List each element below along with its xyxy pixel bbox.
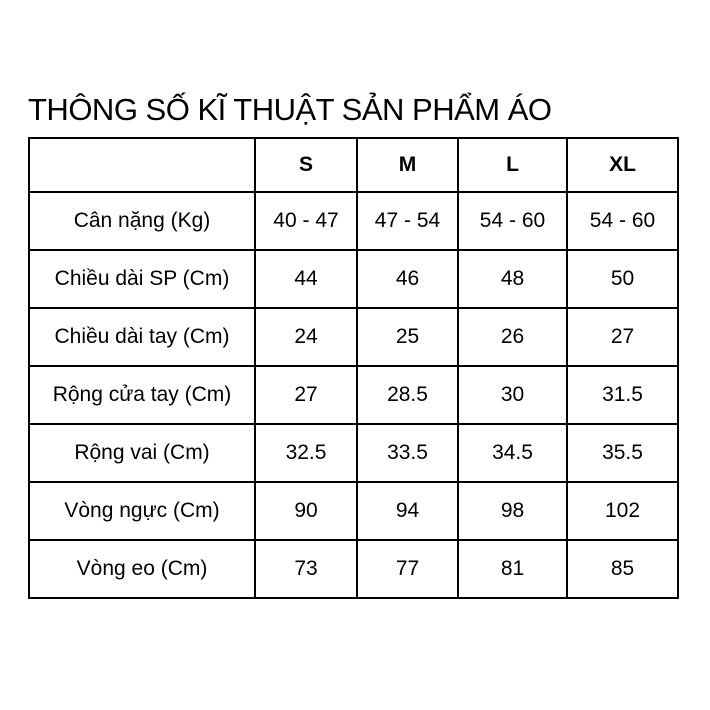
table-row <box>29 424 678 482</box>
table-cell: 28.5 <box>357 366 458 424</box>
table-row <box>29 366 678 424</box>
table-cell: 77 <box>357 540 458 598</box>
row-label: Cân nặng (Kg) <box>29 192 255 250</box>
row-label: Rộng cửa tay (Cm) <box>29 366 255 424</box>
table-cell: 25 <box>357 308 458 366</box>
table-row <box>29 192 678 250</box>
table-cell: 85 <box>567 540 678 598</box>
page-title: THÔNG SỐ KĨ THUẬT SẢN PHẨM ÁO <box>28 92 552 127</box>
table-cell: 26 <box>458 308 567 366</box>
table-row <box>29 482 678 540</box>
row-label: Rộng vai (Cm) <box>29 424 255 482</box>
table-header-row <box>29 138 678 192</box>
table-cell: 47 - 54 <box>357 192 458 250</box>
row-label: Vòng eo (Cm) <box>29 540 255 598</box>
table-row <box>29 250 678 308</box>
header-size-s: S <box>255 138 357 192</box>
table-cell: 35.5 <box>567 424 678 482</box>
table-cell: 98 <box>458 482 567 540</box>
table-cell: 54 - 60 <box>458 192 567 250</box>
table-cell: 30 <box>458 366 567 424</box>
table-row <box>29 308 678 366</box>
table-cell: 94 <box>357 482 458 540</box>
row-label: Vòng ngực (Cm) <box>29 482 255 540</box>
table-cell: 27 <box>567 308 678 366</box>
table-cell: 90 <box>255 482 357 540</box>
header-corner-cell <box>29 138 255 192</box>
header-size-xl: XL <box>567 138 678 192</box>
table-cell: 44 <box>255 250 357 308</box>
table-cell: 24 <box>255 308 357 366</box>
row-label: Chiều dài tay (Cm) <box>29 308 255 366</box>
table-cell: 31.5 <box>567 366 678 424</box>
header-size-l: L <box>458 138 567 192</box>
table-cell: 32.5 <box>255 424 357 482</box>
table-cell: 81 <box>458 540 567 598</box>
table-cell: 46 <box>357 250 458 308</box>
table-cell: 54 - 60 <box>567 192 678 250</box>
table-cell: 33.5 <box>357 424 458 482</box>
size-spec-table <box>28 137 679 599</box>
table-cell: 50 <box>567 250 678 308</box>
table-cell: 48 <box>458 250 567 308</box>
table-cell: 102 <box>567 482 678 540</box>
row-label: Chiều dài SP (Cm) <box>29 250 255 308</box>
table-cell: 73 <box>255 540 357 598</box>
header-size-m: M <box>357 138 458 192</box>
table-row <box>29 540 678 598</box>
table-cell: 40 - 47 <box>255 192 357 250</box>
table-cell: 34.5 <box>458 424 567 482</box>
table-cell: 27 <box>255 366 357 424</box>
